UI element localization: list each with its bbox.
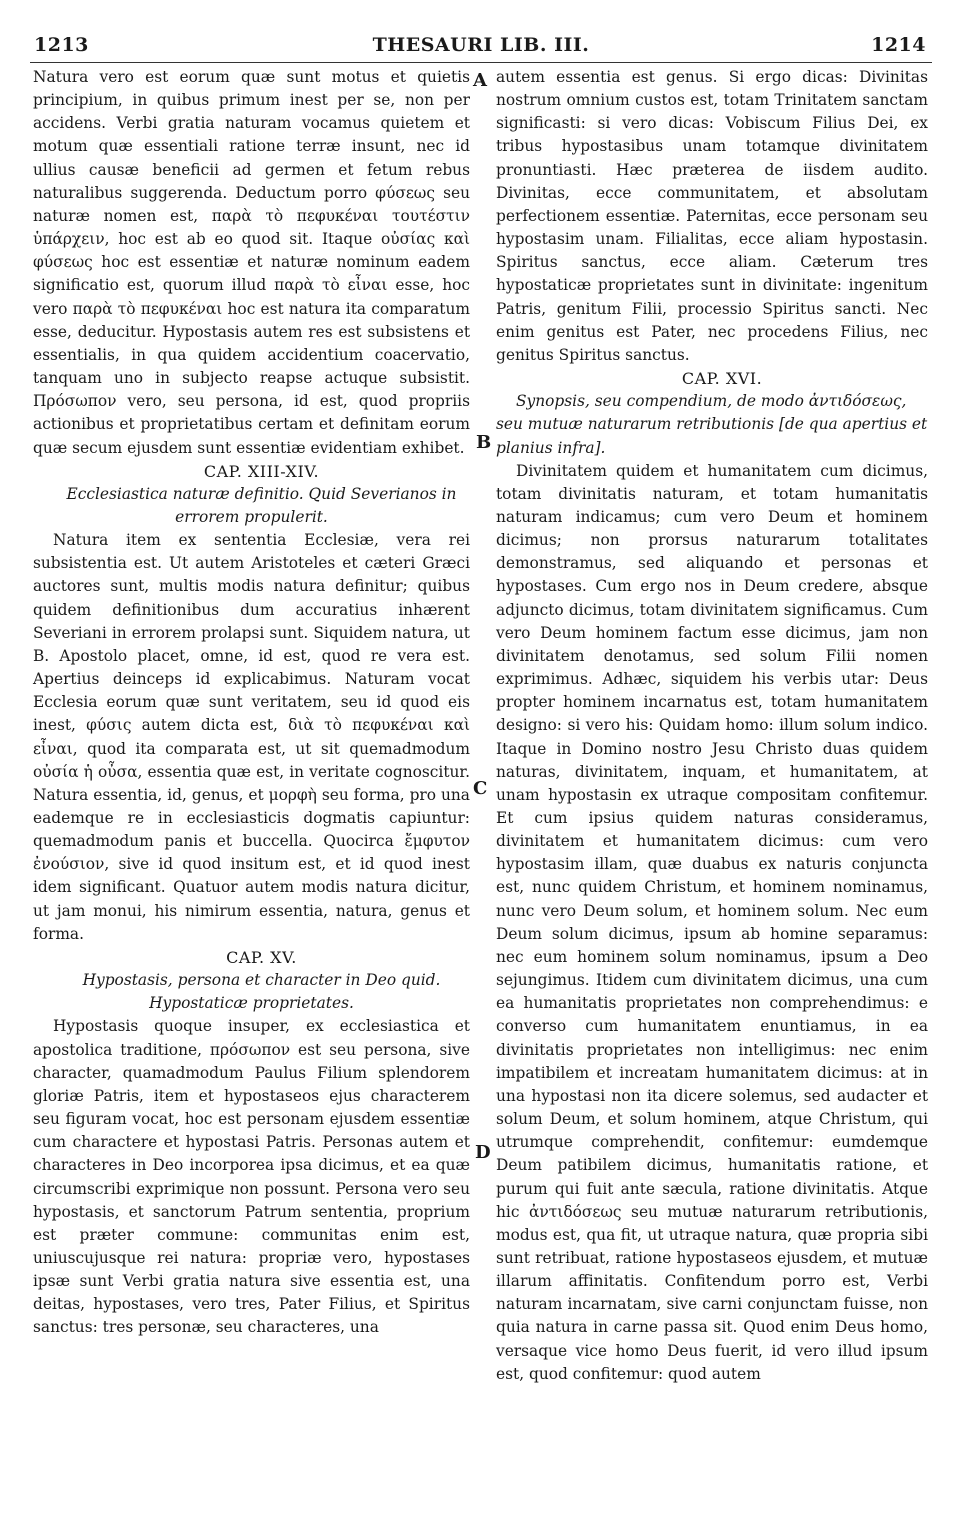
- left-paragraph-3: Hypostasis quoque insuper, ex ecclesiastica et apostolica traditione, πρόσωπον est seu persona, sive character, quamadmodum Paulus Filium splendorem gloriæ Patris, item et hypostaseos ejus characterem seu figuram vocat, hoc est personam ejusdem essentiæ cum charactere et hypostasi Patris. Personas autem et characteres in Deo incorporea ipsa dicimus, et ea quæ circumscribi exprimique non possunt. Persona vero seu hypostasis, et sanctorum Patrum sententia, proprium est præter commune: communitas enim est, uniuscujusque rei natura: propriæ vero, hypostases ipsæ sunt Verbi gratia natura sive essentia est, una deitas, hypostases, vero tres, Pater Filius, et Spiritus sanctus: tres personæ, seu characteres, una: [33, 1017, 470, 1337]
- right-column: [496, 66, 928, 1386]
- chapter-synopsis-xv: Hypostasis, persona et character in Deo quid. Hypostaticæ proprietates.: [82, 971, 441, 1013]
- margin-marker-b: B: [476, 432, 492, 453]
- page-header: [30, 34, 932, 64]
- left-paragraph-2: Natura item ex sententia Ecclesiæ, vera rei subsistentia est. Ut autem Aristoteles et cæteri Græci auctores sunt, multis modis natura definitur; quibus quidem definitionibus dum accuratius inhærent Severiani in errorem prolapsi sunt. Siquidem natura, ut B. Apostolo placet, omne, id est, quod re vera est. Apertius deinceps id explicabimus. Naturam vocat Ecclesia eorum quæ sunt veritatem, seu id quod eis inest, φύσις autem dicta est, διὰ τὸ πεφυκέναι καὶ εἶναι, quod ita comparata est, ut sit quemadmodum οὐσία ἡ οὖσα, essentia quæ est, in veritate cognoscitur. Natura essentia, id, genus, et μορφὴ seu forma, pro una eademque re in ecclesiasticis dogmatis capiuntur: quemadmodum panis et buccella. Quocirca ἔμφυτον ἐνούσιον, sive id quod insitum est, et id quod inest idem significant. Quatuor autem modis natura dicitur, ut jam monui, his nimirum essentia, natura, genus et forma.: [33, 531, 470, 943]
- margin-marker-d: D: [475, 1142, 491, 1163]
- chapter-heading-xiii-xiv: CAP. XIII-XIV.: [203, 461, 320, 481]
- chapter-synopsis-xiii-xiv: Ecclesiastica naturæ definitio. Quid Severianos in errorem propulerit.: [66, 484, 457, 526]
- chapter-heading-xv: CAP. XV.: [226, 947, 297, 967]
- right-paragraph-1: autem essentia est genus. Si ergo dicas: Divinitas nostrum omnium custos est, totam Trinitatem sanctam significasti: si vero dicas: Vobiscum Filius Dei, ex tribus hypostasibus unam totamque divinitatem pronuntiasti. Hæc præterea de iisdem audito. Divinitas, ecce communitatem, et absolutam perfectionem essentiæ. Paternitas, ecce personam seu hypostasim unam. Filialitas, ecce aliam hypostasin. Spiritus sanctus, ecce aliam. Cæterum tres hypostaticæ proprietates sunt in divinitate: ingenitum Patris, genitum Filii, processio Spiritus sancti. Nec enim genitus est Pater, nec procedens Filius, nec genitus Spiritus sanctus.: [496, 68, 928, 364]
- chapter-heading-xvi: CAP. XVI.: [681, 369, 763, 389]
- left-column: [33, 66, 470, 1340]
- running-title: THESAURI LIB. III.: [372, 34, 590, 56]
- left-paragraph-1: Natura vero est eorum quæ sunt motus et quietis principium, in quibus primum inest per se, non per accidens. Verbi gratia naturam vocamus quietem et motum quæ essentiali ratione terræ insunt, nec id ullius causæ beneficii ad germen et fetum rebus naturalibus suggerenda. Deductum porro φύσεως seu naturæ nomen est, παρὰ τὸ πεφυκέναι τουτέστιν ὑπάρχειν, hoc est ab eo quod sit. Itaque οὐσίας καὶ φύσεως hoc est essentiæ et naturæ nominum eadem significatio est, quorum illud παρὰ τὸ εἶναι esse, hoc vero παρὰ τὸ πεφυκέναι hoc est natura ita comparatum esse, deducitur. Hypostasis autem res est subsistens et essentialis, in qua quidem accidentium coacervatio, tanquam uno in subjecto reapse actuque subsistit. Πρόσωπον vero, seu persona, id est, quod propriis actionibus et proprietatibus certam et definitam eorum quæ secum ejusdem sunt essentiæ evidentiam exhibet.: [33, 68, 470, 457]
- page-number-right: 1214: [871, 34, 926, 56]
- margin-marker-a: A: [473, 70, 487, 91]
- page-number-left: 1213: [34, 34, 89, 56]
- right-paragraph-2: Divinitatem quidem et humanitatem cum dicimus, totam divinitatis naturam, et totam humanitatis naturam indicamus; cum vero Deum et hominem dicimus; non prorsus naturarum totalitates demonstramus, sed aliquando et personas et hypostases. Cum ergo nos in Deum credere, absque adjuncto dicimus, totam divinitatem significamus. Cum vero Deum hominem factum esse dicimus, jam non divinitatem denotamus, sed solum Filii nomen exprimimus. Adhæc, siquidem his verbis utar: Deus propter hominem incarnatus est, totam humanitatem designo: si vero his: Quidam homo: illum solum indico. Itaque in Domino nostro Jesu Christo duas quidem naturas, divinitatem, inquam, et humanitatem, at unam hypostasin ex utraque compositam confitemur. Et cum ipsius quidem naturas consideramus, divinitatem et humanitatem dicimus: cum vero hypostasim illam, quæ duabus ex naturis conjuncta est, nunc quidem Christum, et hominem nominamus, nunc vero Deum solum, et hominem solum. Nec eum Deum solum dicimus, ipsum ab homine separamus: nec eum hominem solum nominamus, ipsum a Deo sejungimus. Itidem cum divinitatem dicimus, una cum ea humanitatis proprietates non comprehendimus: e converso cum humanitatem enuntiamus, in ea divinitatis proprietates non intelligimus: nec enim impatibilem et increatam humanitatem dicimus: at in una hypostasi non ita dicere solemus, sed audacter et solum Deum, et solum hominem, atque Christum, qui utrumque comprehendit, confitemur: eumdemque Deum patibilem dicimus, humanitatis ratione, et purum qui fuit ante sæcula, ratione divinitatis. Atque hic ἀντιδόσεως seu mutuæ naturarum retributionis, modus est, qua fit, ut utraque natura, quæ propria sibi sunt retribuat, ratione hypostaseos ejusdem, et mutuæ illarum affinitatis. Confitendum porro est, Verbi naturam incarnatam, sive carni conjunctam fuisse, non quia natura in carne passa sit. Quod enim Deus homo, versaque vice homo Deus fuerit, id vero illud ipsum est, quod confitemur: quod autem: [496, 461, 928, 1383]
- header-rule: [30, 62, 932, 63]
- margin-marker-c: C: [473, 778, 488, 799]
- chapter-synopsis-xvi: Synopsis, seu compendium, de modo ἀντιδόσεως, seu mutuæ naturarum retributionis [de qua apertius et planius infra].: [496, 392, 928, 457]
